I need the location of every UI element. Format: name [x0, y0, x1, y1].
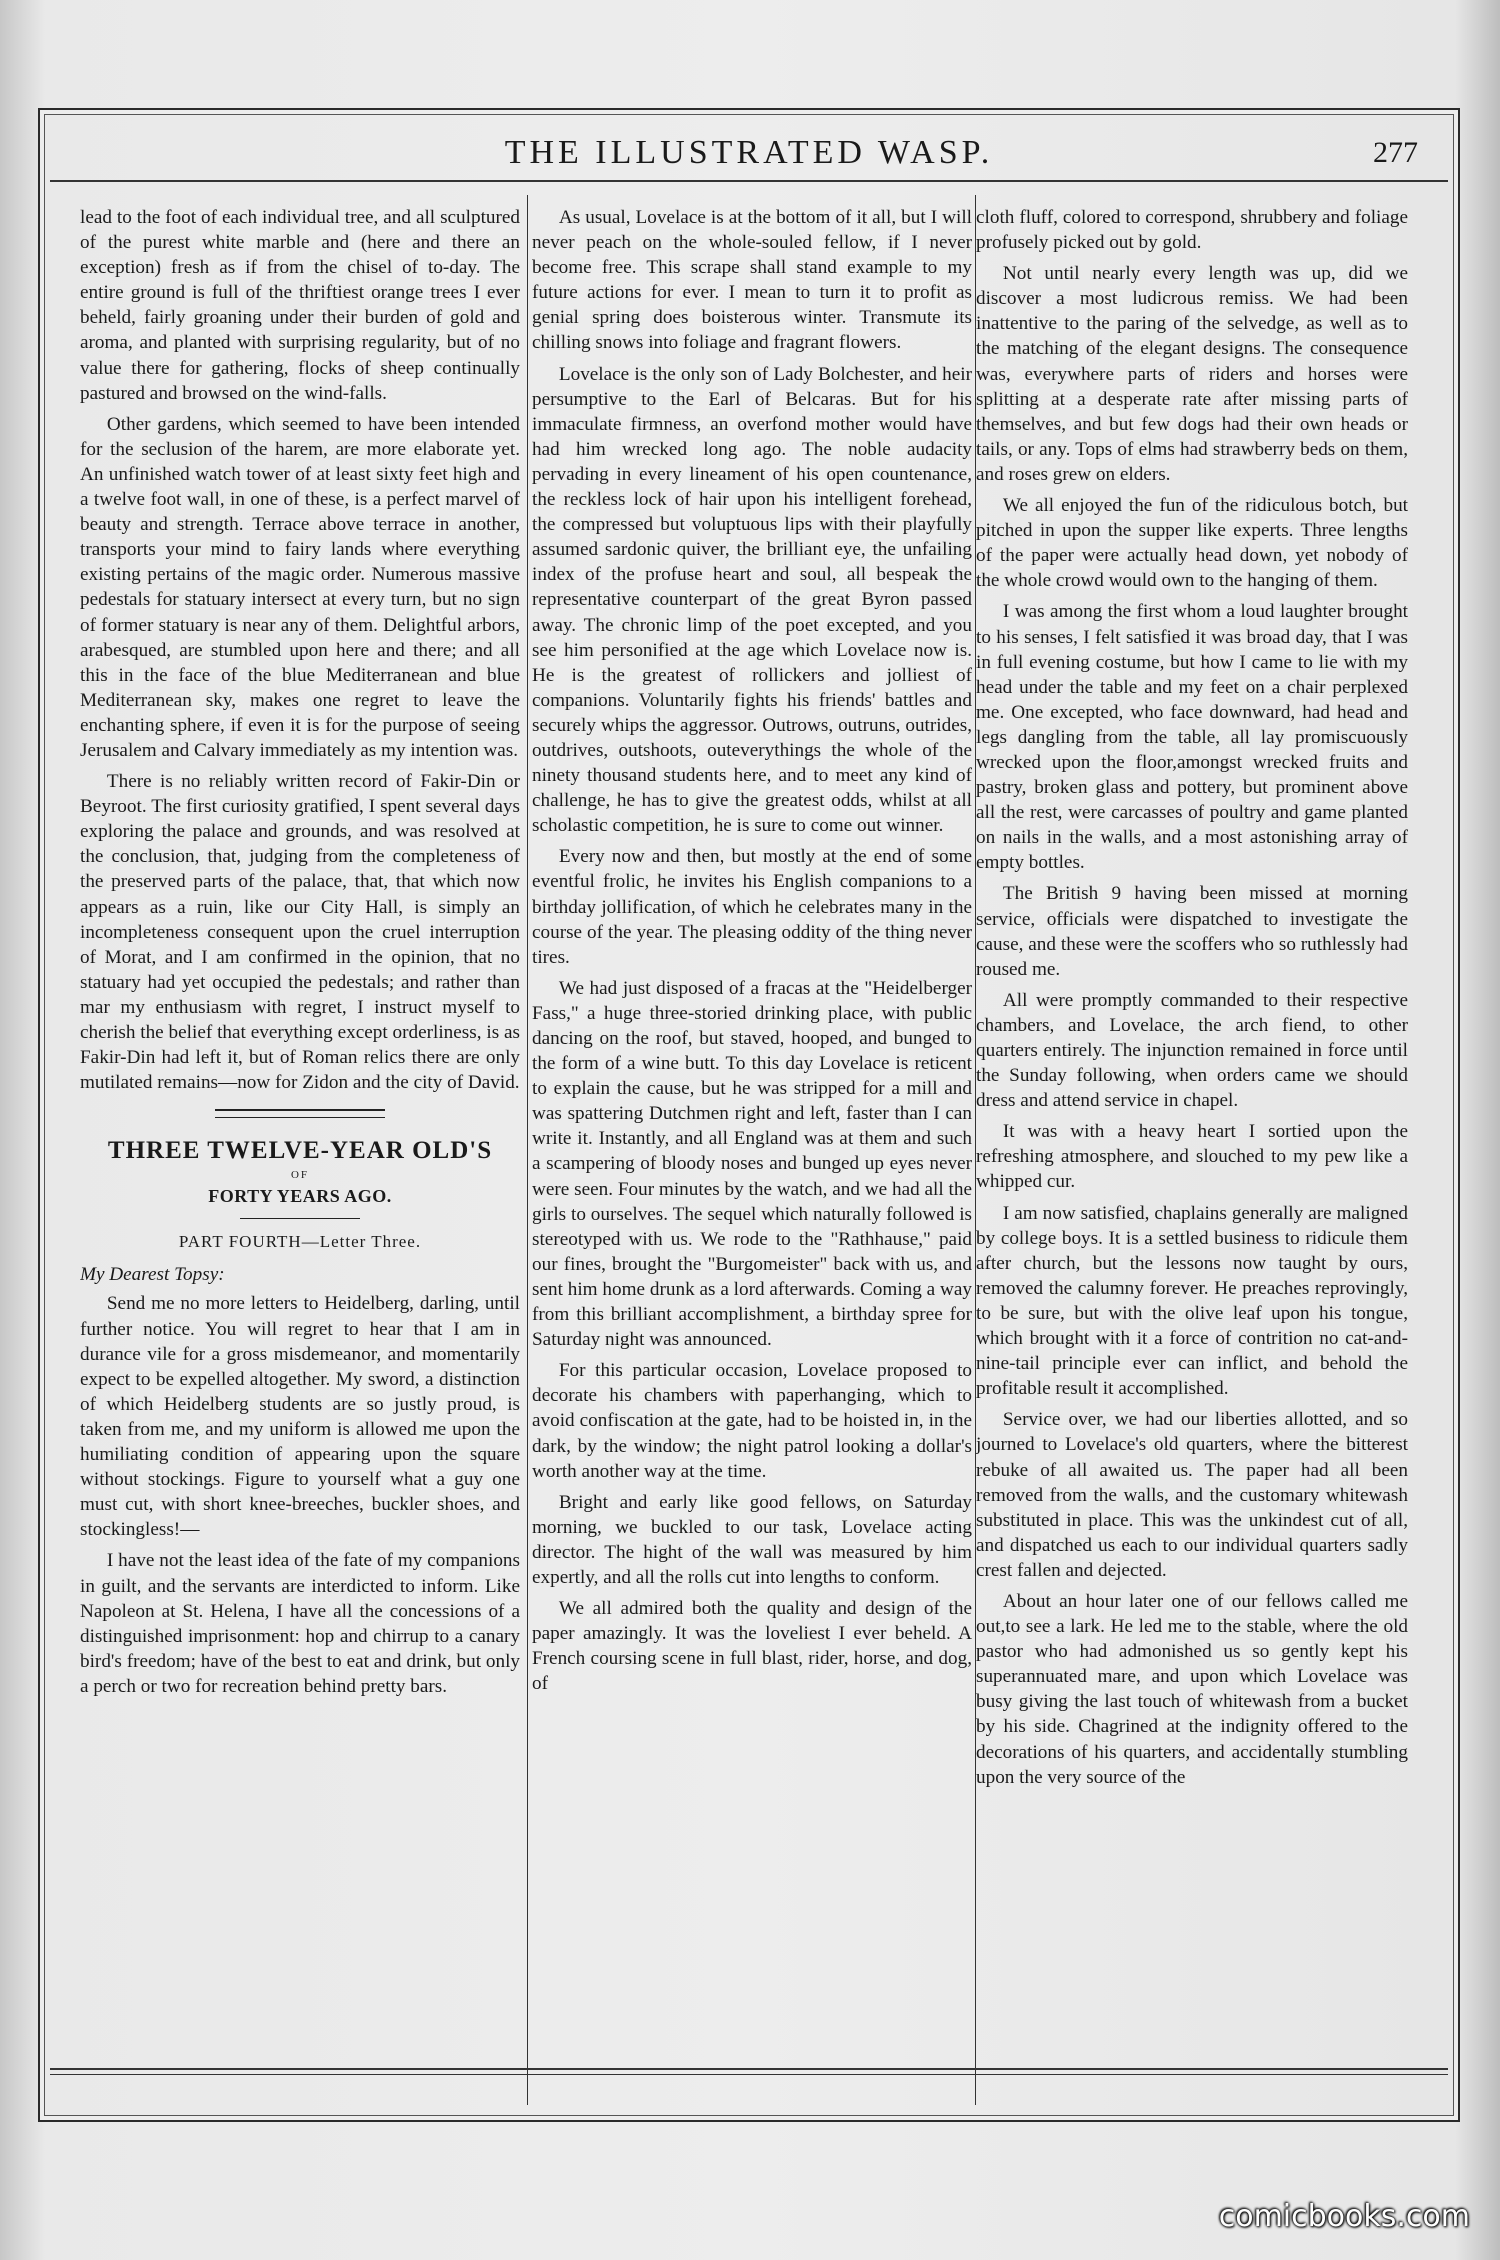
publication-title: THE ILLUSTRATED WASP.	[504, 134, 994, 171]
story-of: OF	[290, 1169, 310, 1182]
paragraph: The British 9 having been missed at morning service, officials were dispatched to investigate the cause, and these were the scoffers who so ruthlessly had roused me.	[976, 883, 1408, 980]
paragraph: Service over, we had our liberties allotted, and so journed to Lovelace's old quarters, where the bitterest rebuke of all awaited us. The paper had all been removed from the walls, and the customary whitewash substituted in place. This was the unkindest cut of all, and dispatched us each to our individual quarters sadly crest fallen and dejected.	[976, 1409, 1408, 1581]
story-title: THREE TWELVE-YEAR OLD'S	[107, 1137, 493, 1165]
paragraph: cloth fluff, colored to correspond, shrubbery and foliage profusely picked out by gold.	[976, 207, 1408, 254]
paragraph: All were promptly commanded to their respective chambers, and Lovelace, the arch fiend, to other quarters entirely. The injunction remained in force until the Sunday following, when orders came we should dress and attend service in chapel.	[976, 989, 1408, 1112]
paragraph: We all admired both the quality and design of the paper amazingly. It was the loveliest I ever beheld. A French coursing scene in full blast, rider, horse, and dog, of	[532, 1598, 972, 1695]
paragraph: For this particular occasion, Lovelace proposed to decorate his chambers with paperhanging, which to avoid confiscation at the gate, had to be hoisted in, in the dark, by the window; the night patrol looking a dollar's worth another way at the time.	[532, 1360, 972, 1482]
heading-rule	[240, 1218, 360, 1219]
paragraph: Every now and then, but mostly at the end of some eventful frolic, he invites his English companions to a birthday jollification, of which he celebrates many in the course of the year. The pleasing oddity of the thing never tires.	[532, 846, 972, 968]
paragraph: We all enjoyed the fun of the ridiculous botch, but pitched in upon the supper like experts. Three lengths of the paper were actually head down, yet nobody of the whole crowd would own to the hanging of them.	[976, 495, 1408, 592]
letter-salutation: My Dearest Topsy:	[80, 1264, 225, 1286]
paragraph: Send me no more letters to Heidelberg, darling, until further notice. You will regret to hear that I am in durance vile for a gross misdemeanor, and momentarily expect to be expelled altogether. My sword, a distinction of which Heidelberg students are so justly proud, is taken from me, and my uniform is allowed me upon the humiliating condition of appearing upon the square without stockings. Figure to yourself what a guy one must cut, with short knee-breeches, buckler shoes, and stockingless!—	[80, 1293, 520, 1541]
column-1	[80, 205, 520, 2115]
paragraph: There is no reliably written record of Fakir-Din or Beyroot. The first curiosity gratified, I spent several days exploring the palace and grounds, and was resolved at the conclusion, that, judging from the completeness of the preserved parts of the palace, that, that which now appears as a ruin, like our City Hall, is simply an incompleteness consequent upon the cruel interruption of Morat, and I am confirmed in the opinion, that no statuary had yet occupied the pedestals; and rather than mar my enthusiasm with regret, I instruct myself to cherish the belief that everything except orderliness, is as Fakir-Din had left it, but of Roman relics there are only mutilated remains—now for Zidon and the city of David.	[80, 771, 520, 1094]
paragraph: It was with a heavy heart I sortied upon the refreshing atmosphere, and slouched to my pew like a whipped cur.	[976, 1121, 1408, 1193]
footer-rule	[50, 2068, 1448, 2075]
part-line: PART FOURTH—Letter Three.	[178, 1232, 422, 1252]
story-heading	[80, 1109, 520, 1219]
paragraph: Bright and early like good fellows, on Saturday morning, we buckled to our task, Lovelace acting director. The hight of the wall was measured by him expertly, and all the rolls cut into lengths to conform.	[532, 1491, 972, 1588]
column-divider	[527, 195, 528, 2105]
watermark: comicbooks.com	[1218, 2199, 1470, 2234]
column-3	[976, 205, 1408, 2115]
heading-rule	[215, 1109, 385, 1118]
page-header	[50, 128, 1448, 182]
paragraph: lead to the foot of each individual tree, and all sculptured of the purest white marble and (here and there an exception) fresh as if from the chisel of to-day. The entire ground is full of the thriftiest orange trees I ever beheld, fairly groaning under their burden of gold and aroma, and planted with surprising regularity, but of no value there for gathering, flocks of sheep continually pastured and browsed on the wind-falls.	[80, 207, 520, 404]
paragraph: As usual, Lovelace is at the bottom of it all, but I will never peach on the whole-souled fellow, if I never become free. This scrape shall stand example to my future actions for ever. I mean to turn it to profit as genial spring does boisterous winter. Transmute its chilling snows into foliage and fragrant flowers.	[532, 207, 972, 354]
paragraph: Other gardens, which seemed to have been intended for the seclusion of the harem, are more elaborate yet. An unfinished watch tower of at least sixty feet high and a twelve foot wall, in one of these, is a perfect marvel of beauty and strength. Terrace above terrace in another, transports your mind to fairy lands where everything existing pertains of the magic order. Numerous massive pedestals for statuary intersect at every turn, but no sign of former statuary is near any of them. Delightful arbors, arabesqued, are stumbled upon here and there; and all this in the face of the blue Mediterranean and blue Mediterranean sky, makes one regret to leave the enchanting sphere, if even it is for the purpose of seeing Jerusalem and Calvary immediately as my intention was.	[80, 413, 520, 761]
column-2	[532, 205, 972, 2115]
page-number: 277	[1373, 136, 1418, 169]
paragraph: About an hour later one of our fellows called me out,to see a lark. He led me to the stable, where the old pastor who had admonished us so gently kept his superannuated mare, and upon which Lovelace was busy giving the last touch of whitewash from a bucket by his side. Chagrined at the indignity offered to the decorations of his quarters, and accidentally stumbling upon the very source of the	[976, 1590, 1408, 1788]
paragraph: I am now satisfied, chaplains generally are maligned by college boys. It is a settled business to ridicule them after church, but the lessons now taught by ours, removed the calumny forever. He preaches reprovingly, to be sure, but with the olive leaf upon his tongue, which brought with it a force of contrition no cat-and-nine-tail principle ever can inflict, and behold the profitable result it accomplished.	[976, 1202, 1408, 1400]
story-subtitle: FORTY YEARS AGO.	[208, 1186, 392, 1207]
paragraph: Lovelace is the only son of Lady Bolchester, and heir persumptive to the Earl of Belcaras. But for his immaculate firmness, an overfond mother would have had him wrecked long ago. The noble audacity pervading in every lineament of his open countenance, the reckless lock of hair upon his intelligent forehead, the compressed but voluptuous lips with their playfully assumed sardonic quiver, the brilliant eye, the unfailing index of the profuse heart and soul, all bespeak the representative counterpart of the great Byron passed away. The chronic limp of the poet excepted, and you see him personified at the age which Lovelace now is. He is the greatest of rollickers and jolliest of companions. Voluntarily fights his friends' battles and securely whips the aggressor. Outrows, outruns, outrides, outdrives, outshoots, outeverythings the whole of the ninety thousand students here, and to meet any kind of challenge, he has to give the greatest odds, whilst at all scholastic competition, he is sure to come out winner.	[532, 363, 972, 837]
paragraph: I was among the first whom a loud laughter brought to his senses, I felt satisfied it was broad day, that I was in full evening costume, but how I came to lie with my head under the table and my feet on a chair perplexed me. One excepted, who face downward, had head and legs dangling from the table, all lay promiscuously wrecked upon the floor,amongst wrecked fruits and pastry, broken glass and pottery, but prominent above all the rest, were carcasses of poultry and game planted on nails in the walls, and a most astonishing array of empty bottles.	[976, 601, 1408, 874]
paragraph: We had just disposed of a fracas at the "Heidelberger Fass," a huge three-storied drinking place, with public dancing on the roof, but staved, hooped, and bunged to the form of a wine butt. To this day Lovelace is reticent to explain the cause, but he was stripped for a mill and was spattering Dutchmen right and left, faster than I can write it. Instantly, and all England was at them and such a scampering of bloody noses and bunged up eyes never were seen. Four minutes by the watch, and we had all the girls to ourselves. The sequel which naturally followed is stereotyped with us. We rode to the "Rathhause," paid our fines, brought the "Burgomeister" back with us, and sent him home drunk as a lord afterwards. Coming a way from this brilliant accomplishment, a birthday spree for Saturday night was announced.	[532, 977, 972, 1351]
paragraph: I have not the least idea of the fate of my companions in guilt, and the servants are interdicted to inform. Like Napoleon at St. Helena, I have all the concessions of a distinguished imprisonment: hop and chirrup to a canary bird's freedom; have of the best to eat and drink, but only a perch or two for recreation behind pretty bars.	[80, 1550, 520, 1697]
paragraph: Not until nearly every length was up, did we discover a most ludicrous remiss. We had been inattentive to the paring of the selvedge, as well as to the matching of the elegant designs. The consequence was, everywhere parts of riders and horses were splitting at a desperate rate after missing parts of themselves, and but few dogs had their own heads or tails, or any. Tops of elms had strawberry beds on them, and roses grew on elders.	[976, 263, 1408, 485]
